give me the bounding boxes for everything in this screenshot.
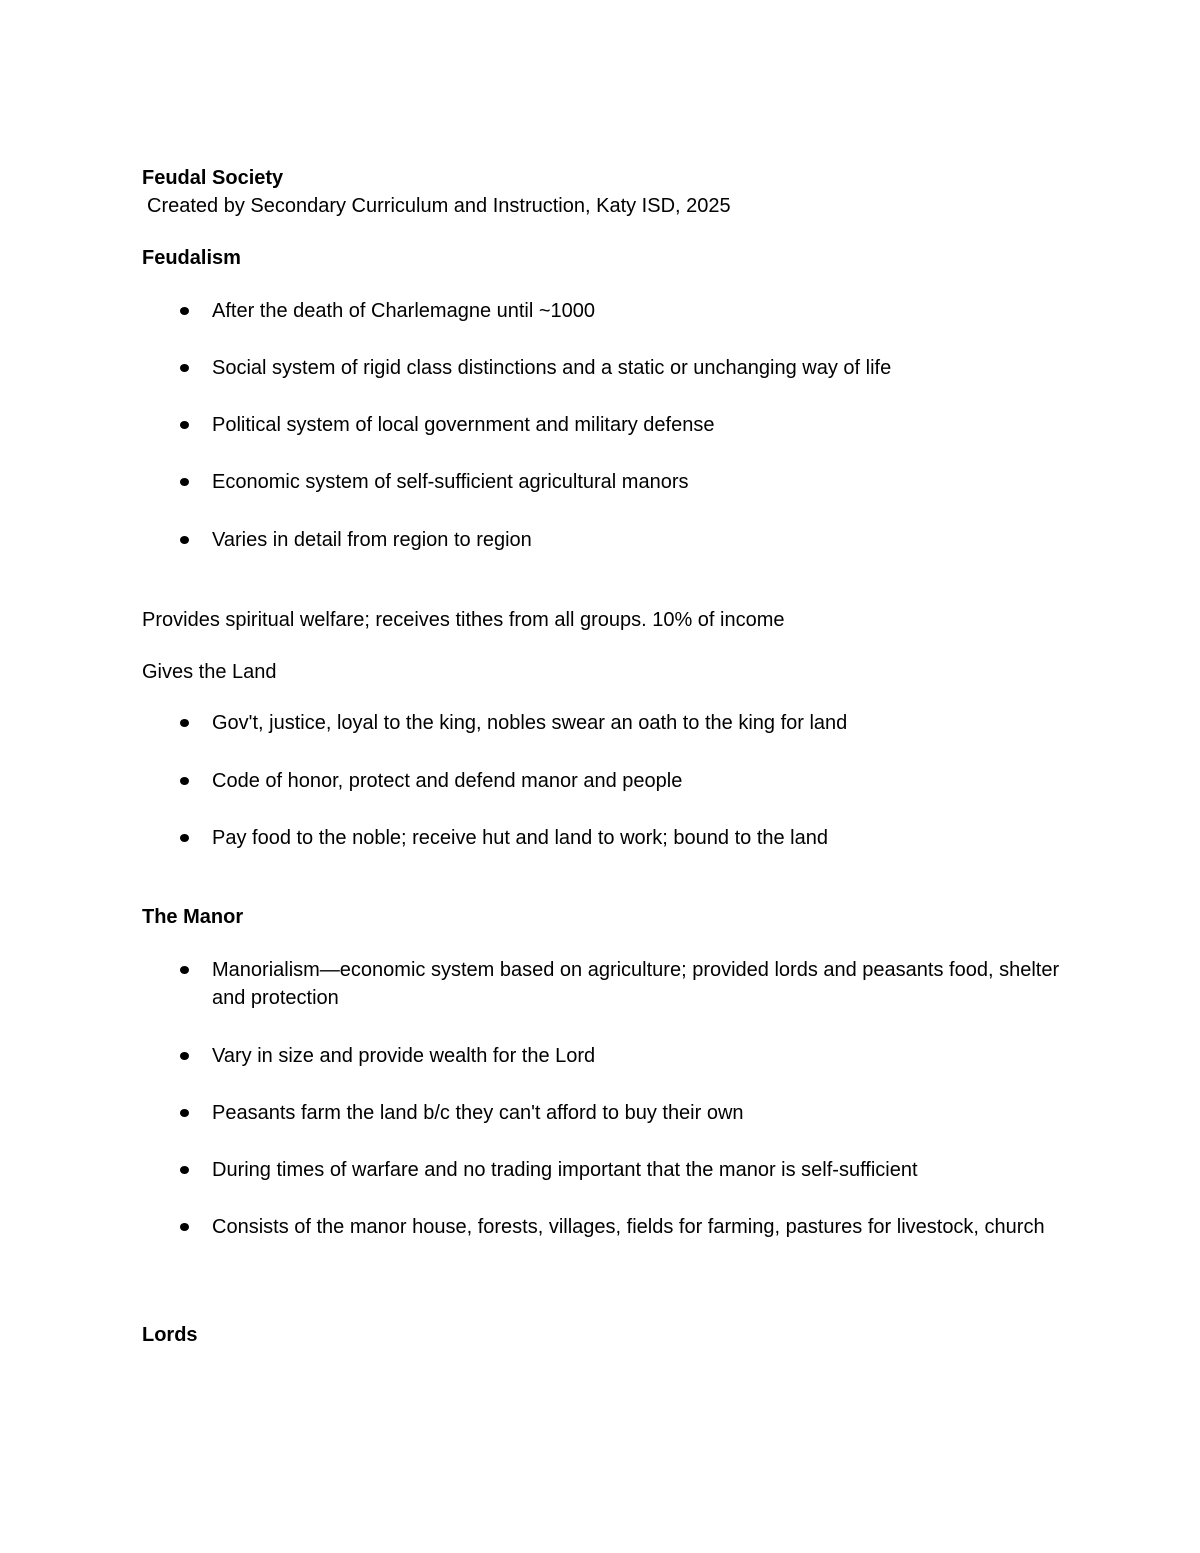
bullet-icon bbox=[180, 364, 189, 372]
bullet-icon bbox=[180, 719, 189, 727]
bullet-icon bbox=[180, 536, 189, 544]
list-item: Economic system of self-sufficient agricultural manors bbox=[212, 471, 689, 493]
bullet-icon bbox=[180, 1052, 189, 1060]
bullet-icon bbox=[180, 421, 189, 429]
bullet-icon bbox=[180, 777, 189, 785]
list-item: Peasants farm the land b/c they can't afford to buy their own bbox=[212, 1102, 744, 1124]
bullet-icon bbox=[180, 1166, 189, 1174]
bullet-icon bbox=[180, 834, 189, 842]
list-item: Vary in size and provide wealth for the Lord bbox=[212, 1045, 596, 1067]
list-item: After the death of Charlemagne until ~1000 bbox=[212, 300, 596, 322]
land-paragraph: Gives the Land bbox=[142, 661, 277, 683]
list-item: Manorialism—economic system based on agriculture; provided lords and peasants food, shelter and protection bbox=[212, 959, 1060, 1009]
list-item: Social system of rigid class distinctions and a static or unchanging way of life bbox=[212, 357, 892, 379]
list-item: Consists of the manor house, forests, villages, fields for farming, pastures for livestock, church bbox=[212, 1216, 1045, 1238]
bullet-icon bbox=[180, 307, 189, 315]
church-paragraph: Provides spiritual welfare; receives tithes from all groups. 10% of income bbox=[142, 609, 785, 631]
document-subtitle: Created by Secondary Curriculum and Instruction, Katy ISD, 2025 bbox=[147, 195, 731, 217]
section-heading-lords: Lords bbox=[142, 1324, 198, 1346]
list-item: During times of warfare and no trading important that the manor is self-sufficient bbox=[212, 1159, 918, 1181]
bullet-icon bbox=[180, 1223, 189, 1231]
section-heading-manor: The Manor bbox=[142, 906, 244, 928]
document-title: Feudal Society bbox=[142, 167, 284, 189]
bullet-icon bbox=[180, 478, 189, 486]
list-item: Pay food to the noble; receive hut and land to work; bound to the land bbox=[212, 827, 828, 849]
list-item: Political system of local government and military defense bbox=[212, 414, 715, 436]
list-item: Gov't, justice, loyal to the king, nobles swear an oath to the king for land bbox=[212, 712, 848, 734]
section-heading-feudalism: Feudalism bbox=[142, 247, 241, 269]
bullet-icon bbox=[180, 966, 189, 974]
bullet-icon bbox=[180, 1109, 189, 1117]
list-item: Varies in detail from region to region bbox=[212, 529, 532, 551]
list-item: Code of honor, protect and defend manor and people bbox=[212, 770, 683, 792]
